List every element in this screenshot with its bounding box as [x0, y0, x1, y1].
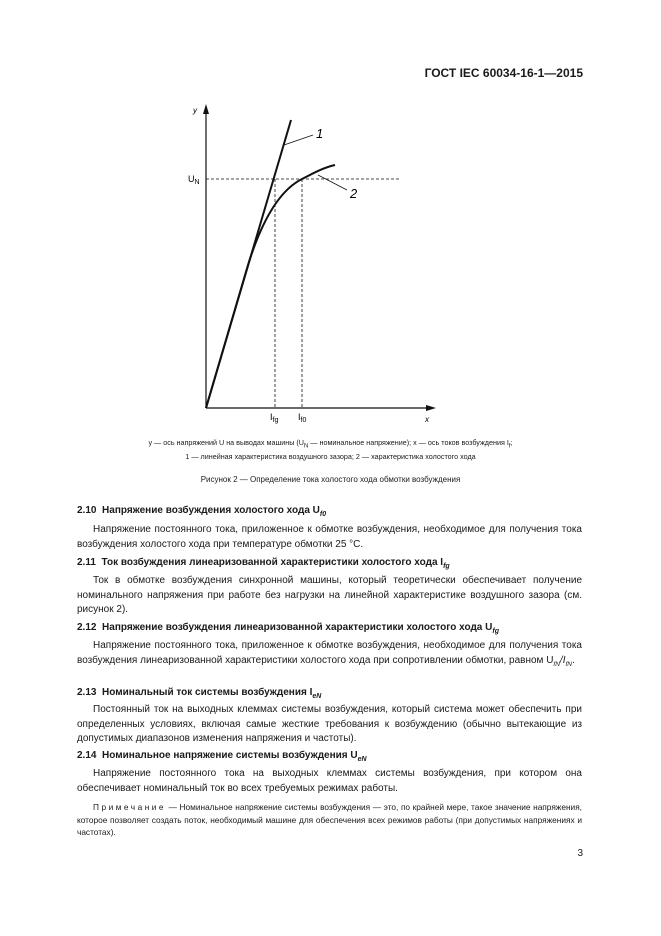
curve-1-leader: [284, 135, 313, 145]
section-2-11-text: Ток в обмотке возбуждения синхронной машины, который теоретически обеспечивает получение номинального напряжения при работе без нагрузки на линейной характеристике воздушного зазора (см. рисунок 2).: [77, 575, 582, 615]
page-number: 3: [577, 848, 583, 859]
if0-label: $I_{f0}$: [298, 412, 307, 424]
note: Примечание — Номинальное напряжение системы возбуждения — это, по крайней мере, такое значение напряжения, которое позволяет создать поток, необходимый машине для обеспечения всех режимов работы (при допустимых напряжениях и частотах).: [77, 802, 582, 837]
curve-2-label: 2: [350, 186, 358, 201]
un-label: $U_N$: [188, 174, 200, 186]
section-2-10-title: 2.10 Напряжение возбуждения холостого хода $U_{f0}$: [77, 505, 327, 518]
curve-2-no-load-characteristic: [206, 165, 335, 408]
section-2-14-text: Напряжение постоянного тока на выходных клеммах системы возбуждения, при котором она обеспечивает номинальный ток во всех требуемых режимах работы.: [77, 768, 582, 794]
section-2-13-text: Постоянный ток на выходных клеммах системы возбуждения, который система может обеспечить при определенных условиях, включая самые жесткие требования к возбуждению (обычно вытекающие из допустимых диапазонов изменения напряжения и частоты).: [77, 704, 582, 744]
section-2-11-title: 2.11 Ток возбуждения линеаризованной характеристики холостого хода $I_{fg}$: [77, 557, 450, 570]
document-header: ГОСТ IEC 60034-16-1—2015: [424, 66, 583, 80]
y-axis-arrow: [203, 104, 209, 114]
curve-2-leader: [318, 175, 347, 190]
curve-1-label: 1: [316, 126, 324, 141]
section-2-10-text: Напряжение постоянного тока, приложенное к обмотке возбуждения, необходимое для получения тока возбуждения холостого хода при температуре обмотки 25 °С.: [77, 524, 582, 550]
section-2-14-title: 2.14 Номинальное напряжение системы возбуждения $U_{eN}$: [77, 750, 367, 763]
x-axis-label: x: [425, 415, 429, 424]
figure-caption-line-2: 1 — линейная характеристика воздушного зазора; 2 — характеристика холостого хода: [185, 452, 476, 461]
figure-title: Рисунок 2 — Определение тока холостого хода обмотки возбуждения: [200, 475, 461, 484]
section-2-12-text: Напряжение постоянного тока, приложенное к обмотке возбуждения, необходимое для получения тока возбуждения линеаризованной характеристики холостого хода при сопротивлении обмотки, равном $U_{fN}/I_{fN}$.: [77, 640, 582, 668]
ifg-label: $I_{fg}$: [270, 412, 279, 424]
figure-caption-line-1: y — ось напряжений U на выводах машины ($U_N$ — номинальное напряжение); x — ось токов возбуждения $I_f$;: [148, 438, 513, 450]
section-2-12-title: 2.12 Напряжение возбуждения линеаризованной характеристики холостого хода $U_{fg}$: [77, 622, 499, 635]
y-axis-label: y: [193, 106, 197, 115]
x-axis-arrow: [426, 405, 436, 411]
section-2-13-title: 2.13 Номинальный ток системы возбуждения $I_{eN}$: [77, 687, 322, 700]
